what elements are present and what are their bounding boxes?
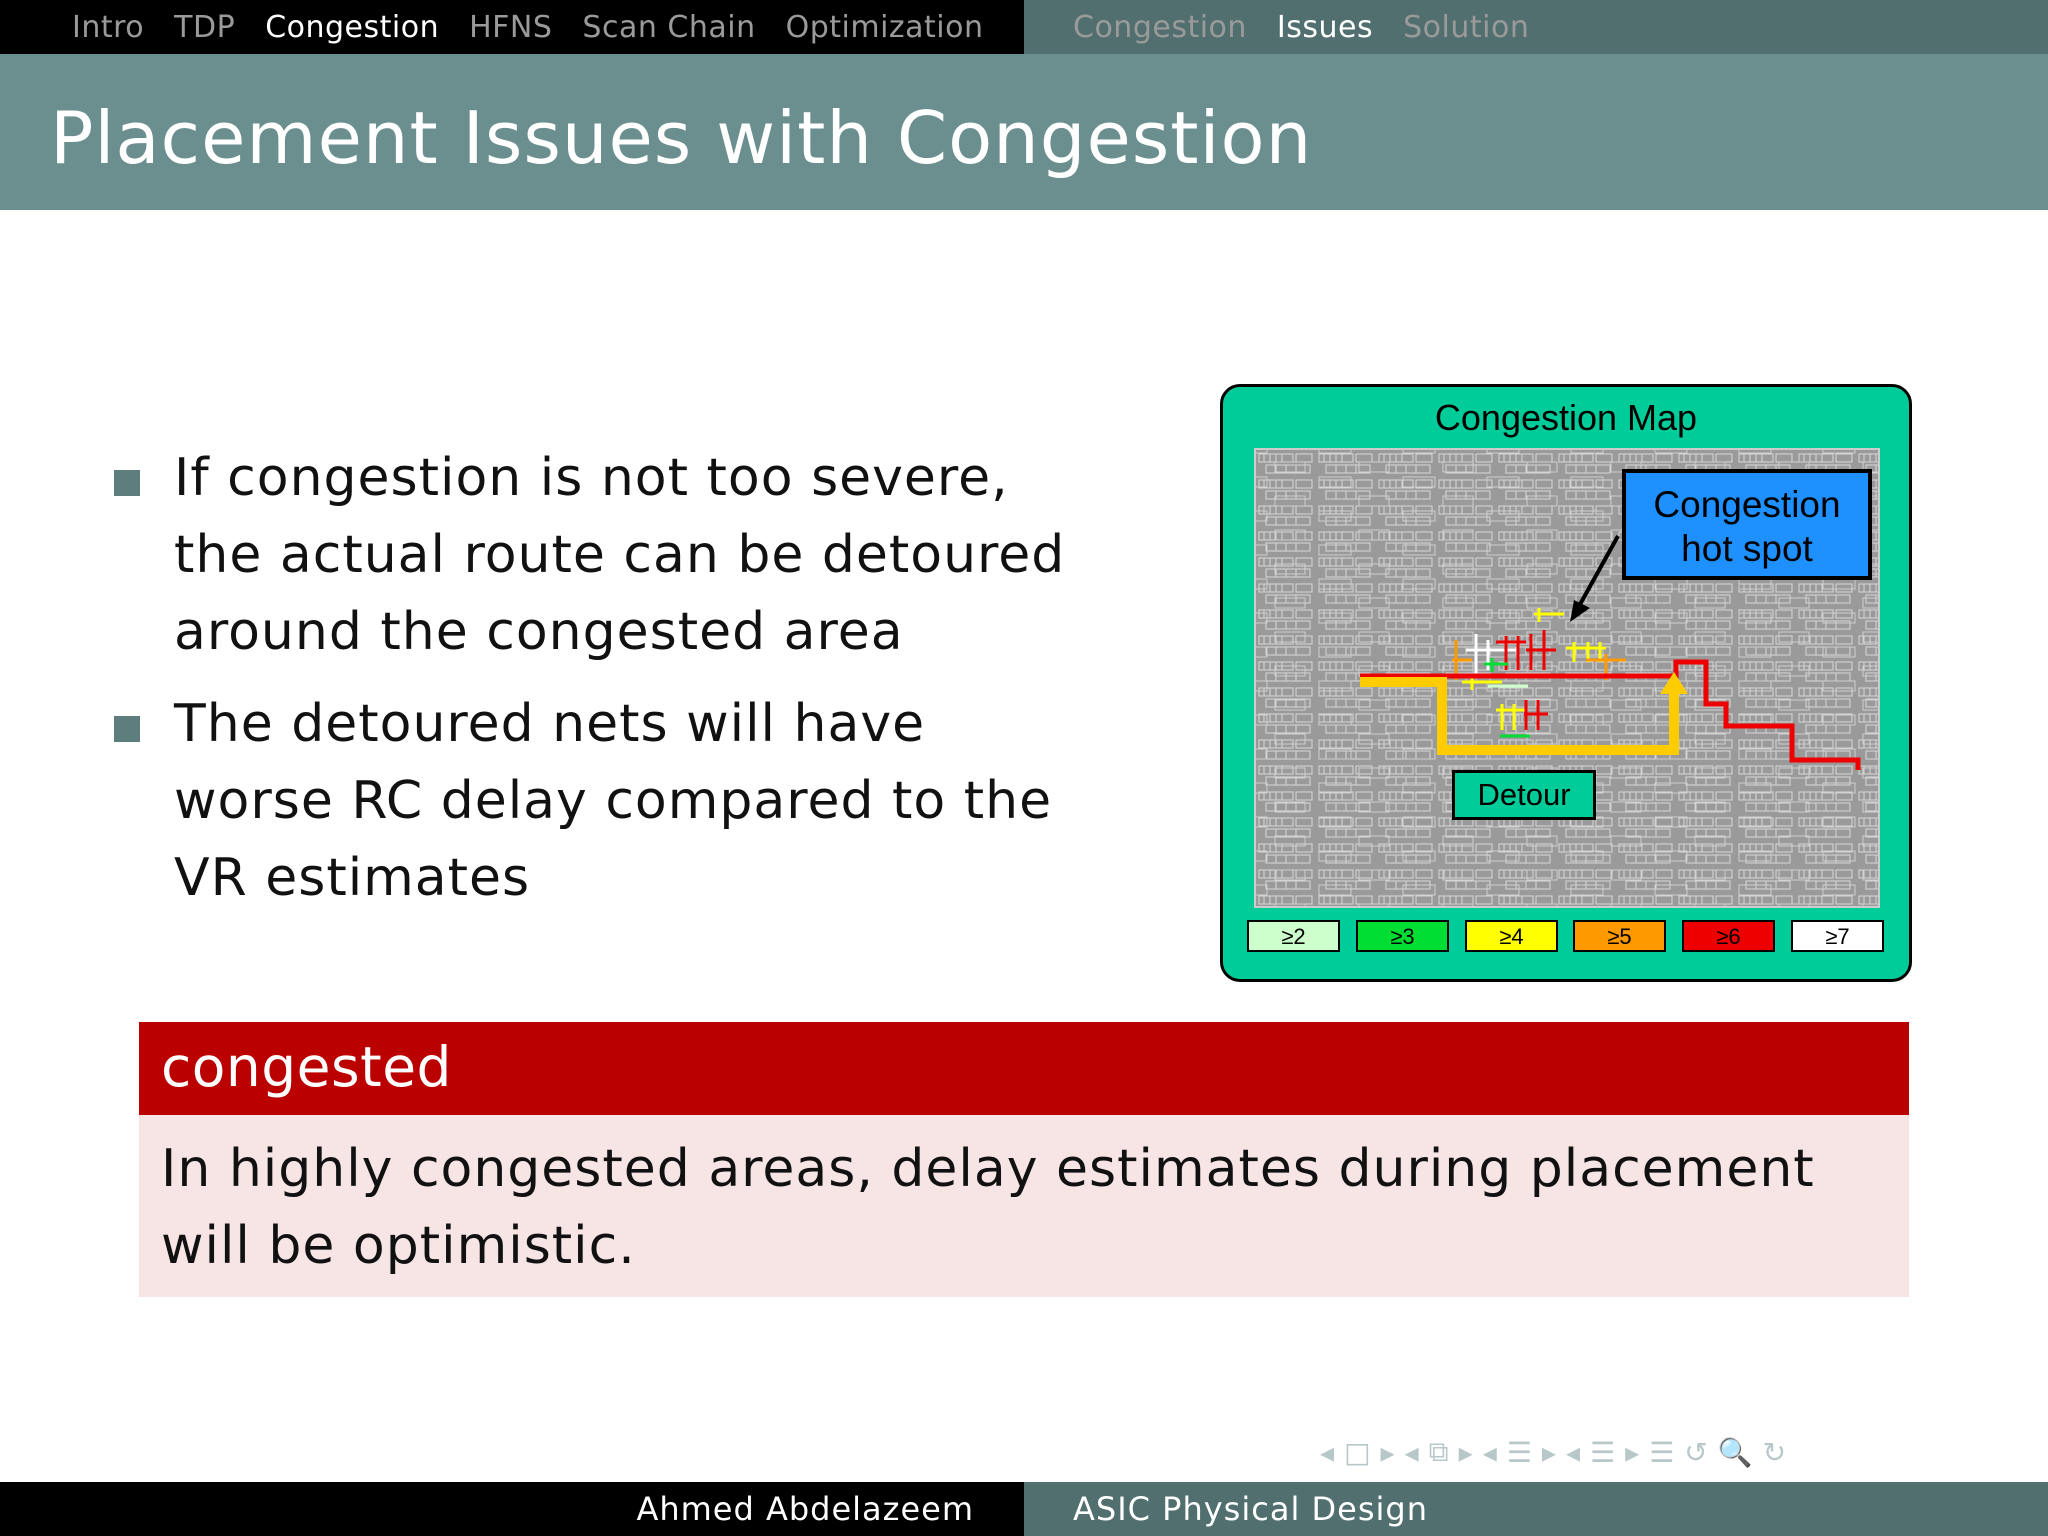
- bullet-square-icon: [114, 716, 140, 742]
- bullet-text: If congestion is not too severe, the actual route can be detoured around the congested area: [174, 448, 1066, 662]
- alert-block: [139, 1022, 1909, 1297]
- block-body: In highly congested areas, delay estimates during placement will be optimistic.: [139, 1115, 1909, 1297]
- footer-author: Ahmed Abdelazeem: [636, 1490, 974, 1528]
- slide-title: Placement Issues with Congestion: [50, 96, 1313, 180]
- nav-section-tdp[interactable]: TDP: [174, 9, 236, 45]
- figure-title: Congestion Map: [1434, 397, 1698, 438]
- subsection-icon[interactable]: ☰: [1506, 1435, 1532, 1469]
- prev-frame-icon[interactable]: ◂: [1404, 1435, 1419, 1469]
- prev-subsection-icon[interactable]: ◂: [1482, 1435, 1497, 1469]
- legend-item-5: ≥5: [1573, 920, 1666, 952]
- block-title: congested: [139, 1022, 1909, 1115]
- prev-slide-icon[interactable]: ◂: [1320, 1435, 1335, 1469]
- next-frame-icon[interactable]: ▸: [1458, 1435, 1473, 1469]
- bullet-list: [112, 440, 1092, 932]
- detour-label: Detour: [1452, 770, 1596, 820]
- frame-icon[interactable]: ⧉: [1428, 1435, 1449, 1468]
- nav-section-hfns[interactable]: HFNS: [469, 9, 553, 45]
- legend-item-6: ≥6: [1682, 920, 1775, 952]
- legend-item-2: ≥2: [1247, 920, 1340, 952]
- footer-course-bar: [1024, 1482, 2048, 1536]
- subsection-nav-list: [1073, 0, 1559, 54]
- bullet-square-icon: [114, 470, 140, 496]
- hotspot-callout: Congestion hot spot: [1622, 469, 1872, 580]
- nav-subsection-congestion[interactable]: Congestion: [1073, 9, 1247, 45]
- section-nav-bar: [0, 0, 1024, 54]
- footer-author-bar: [0, 1482, 1024, 1536]
- section-icon[interactable]: ☰: [1590, 1435, 1616, 1469]
- next-slide-icon[interactable]: ▸: [1380, 1435, 1395, 1469]
- search-icon[interactable]: 🔍: [1717, 1435, 1753, 1469]
- nav-section-optimization[interactable]: Optimization: [785, 9, 984, 45]
- slide-title-bar: [0, 54, 2048, 210]
- nav-subsection-solution[interactable]: Solution: [1403, 9, 1530, 45]
- nav-section-congestion[interactable]: Congestion: [265, 9, 440, 45]
- legend-item-3: ≥3: [1356, 920, 1449, 952]
- legend-item-4: ≥4: [1465, 920, 1558, 952]
- bullet-text: The detoured nets will have worse RC delay compared to the VR estimates: [174, 694, 1053, 908]
- footer-course: ASIC Physical Design: [1073, 1490, 1428, 1528]
- nav-section-intro[interactable]: Intro: [72, 9, 145, 45]
- nav-subsection-issues[interactable]: Issues: [1276, 9, 1374, 45]
- bullet-item: [112, 686, 1092, 917]
- bullet-item: [112, 440, 1092, 671]
- slide-nav-controls: [1320, 1432, 1796, 1472]
- next-section-icon[interactable]: ▸: [1625, 1435, 1640, 1469]
- next-subsection-icon[interactable]: ▸: [1541, 1435, 1556, 1469]
- legend-item-7: ≥7: [1791, 920, 1884, 952]
- forward-icon[interactable]: ↻: [1762, 1435, 1787, 1469]
- slide-icon[interactable]: □: [1344, 1435, 1371, 1469]
- back-icon[interactable]: ↺: [1684, 1435, 1708, 1469]
- document-icon[interactable]: ☰: [1649, 1435, 1675, 1469]
- section-nav-list: [72, 0, 1014, 54]
- congestion-legend: [1247, 920, 1887, 954]
- nav-section-scan-chain[interactable]: Scan Chain: [582, 9, 756, 45]
- prev-section-icon[interactable]: ◂: [1565, 1435, 1581, 1469]
- top-navigation: [0, 0, 2048, 54]
